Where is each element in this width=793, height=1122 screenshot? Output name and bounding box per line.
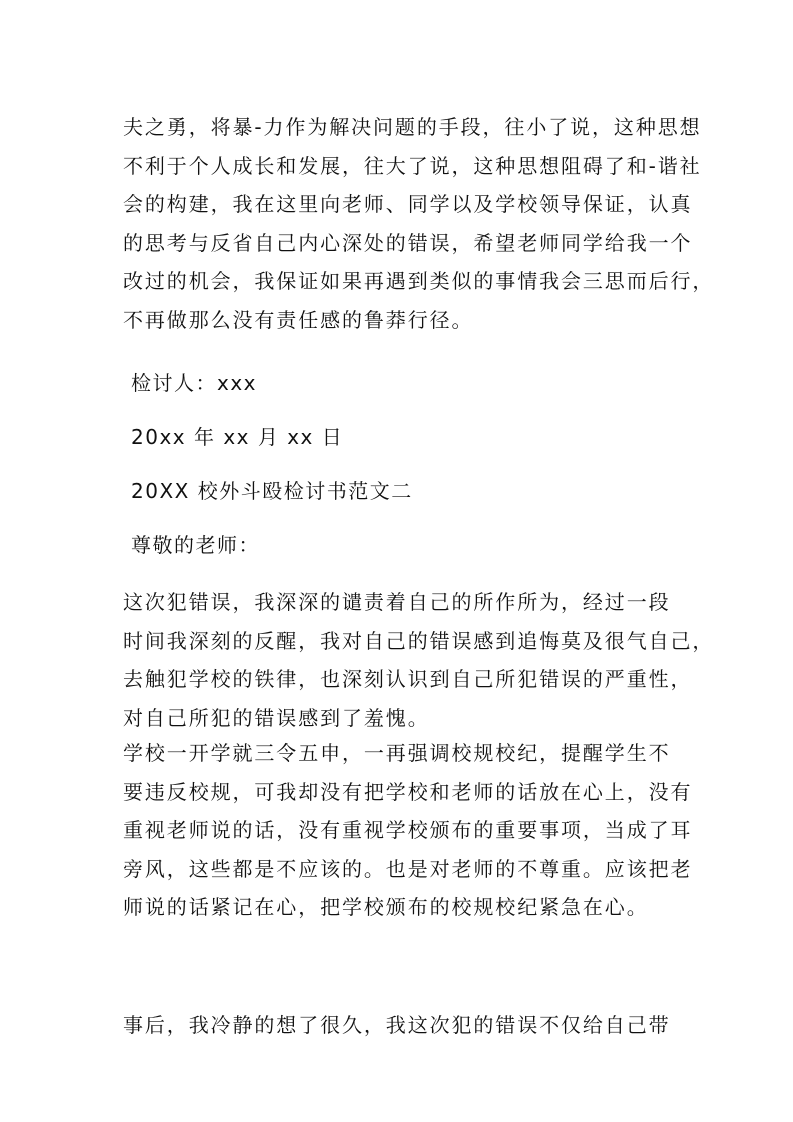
paragraph-4 xyxy=(123,1006,683,1045)
paragraph-1 xyxy=(123,108,715,339)
section-title: 20XX 校外斗殴检讨书范文二 xyxy=(131,479,413,503)
paragraph-line: 的思考与反省自己内心深处的错误，希望老师同学给我一个 xyxy=(123,230,693,255)
paragraph-3 xyxy=(123,734,693,927)
paragraph-line: 时间我深刻的反醒，我对自己的错误感到追悔莫及很气自己， xyxy=(123,628,715,653)
paragraph-line: 师说的话紧记在心，把学校颁布的校规校纪紧急在心。 xyxy=(123,895,649,919)
paragraph-line: 改过的机会，我保证如果再遇到类似的事情我会三思而后行， xyxy=(123,269,715,293)
paragraph-line: 夫之勇，将暴-力作为解决问题的手段，往小了说，这种思想 xyxy=(123,115,702,139)
paragraph-line: 不再做那么没有责任感的鲁莽行径。 xyxy=(123,307,474,332)
paragraph-line: 去触犯学校的铁律，也深刻认识到自己所犯错误的严重性， xyxy=(123,667,693,691)
paragraph-line: 不利于个人成长和发展，往大了说，这种思想阻碍了和-谐社 xyxy=(123,153,702,178)
paragraph-line: 会的构建，我在这里向老师、同学以及学校领导保证，认真 xyxy=(123,192,693,216)
paragraph-line: 这次犯错误，我深深的谴责着自己的所作所为，经过一段 xyxy=(123,590,671,614)
signature-line: 检讨人：xxx xyxy=(131,371,258,395)
date-line: 20xx 年 xx 月 xx 日 xyxy=(131,425,344,449)
paragraph-2 xyxy=(123,583,715,737)
greeting: 尊敬的老师： xyxy=(131,533,260,557)
paragraph-line: 旁风，这些都是不应该的。也是对老师的不尊重。应该把老 xyxy=(123,856,693,881)
paragraph-line: 重视老师说的话，没有重视学校颁布的重要事项，当成了耳 xyxy=(123,818,693,842)
paragraph-line: 对自己所犯的错误感到了羞愧。 xyxy=(123,705,430,730)
paragraph-line: 要违反校规，可我却没有把学校和老师的话放在心上，没有 xyxy=(123,779,693,804)
paragraph-line: 事后，我冷静的想了很久，我这次犯的错误不仅给自己带 xyxy=(123,1013,671,1037)
paragraph-line: 学校一开学就三令五申，一再强调校规校纪，提醒学生不 xyxy=(123,741,671,765)
